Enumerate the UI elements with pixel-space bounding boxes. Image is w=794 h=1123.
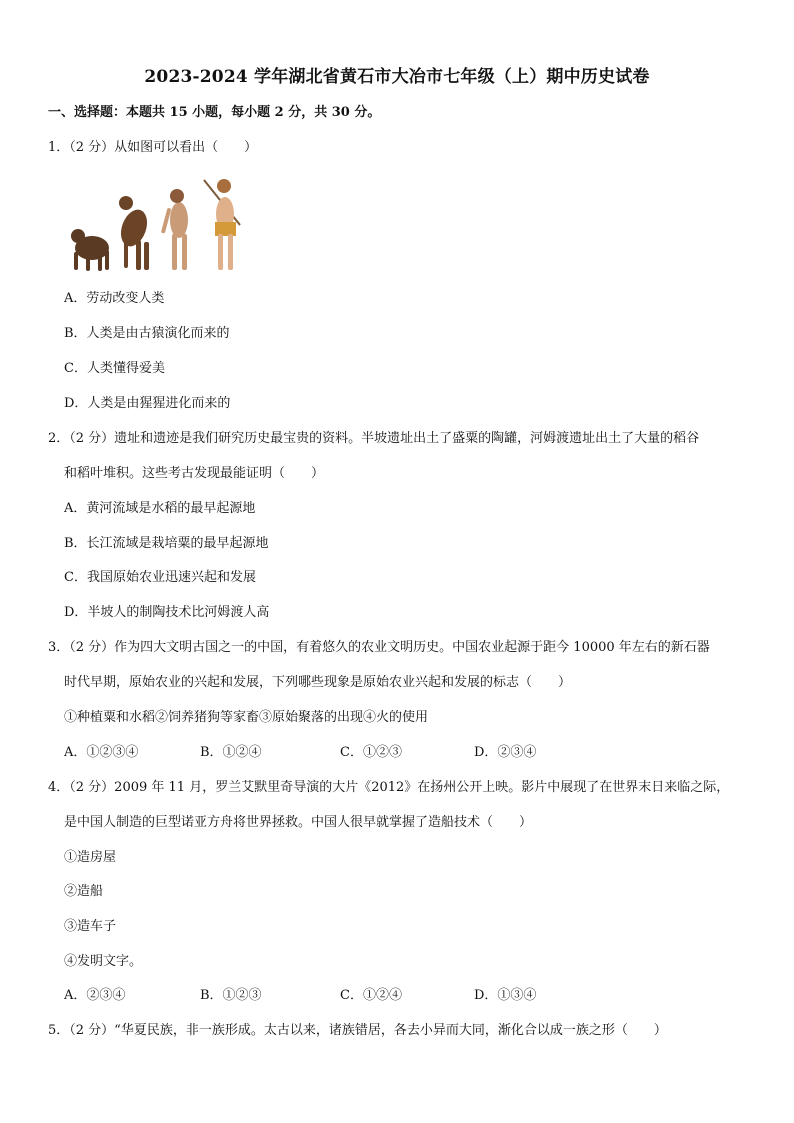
question-2-stem-line-1: 2．（2 分）遗址和遗迹是我们研究历史最宝贵的资料。半坡遗址出土了盛粟的陶罐，河姆渡遗址出土了大量的稻谷	[48, 431, 700, 446]
question-4-item-4: ④发明文字。	[64, 954, 143, 969]
question-4-item-3: ③造车子	[64, 919, 117, 934]
question-3-choice-a[interactable]: A．①②③④	[64, 745, 139, 760]
question-3-items: ①种植粟和水稻②饲养猪狗等家畜③原始聚落的出现④火的使用	[64, 710, 429, 725]
question-1-option-a[interactable]: A．劳动改变人类	[64, 291, 165, 306]
question-1-stem: 1．（2 分）从如图可以看出（ ）	[48, 140, 258, 155]
question-3-choice-b[interactable]: B．①②④	[200, 745, 262, 760]
question-3-choice-d[interactable]: D．②③④	[474, 745, 537, 760]
question-1-option-c[interactable]: C．人类懂得爱美	[64, 361, 165, 376]
question-2-option-a[interactable]: A．黄河流域是水稻的最早起源地	[64, 501, 256, 516]
question-1-option-b[interactable]: B．人类是由古猿演化而来的	[64, 326, 230, 341]
question-2-stem-line-2: 和稻叶堆积。这些考古发现最能证明（ ）	[64, 466, 325, 481]
question-5-stem: 5．（2 分）“华夏民族，非一族形成。太古以来，诸族错居，各去小异而大同，渐化合以成一族之形（ ）	[48, 1023, 667, 1038]
question-2-option-d[interactable]: D．半坡人的制陶技术比河姆渡人高	[64, 605, 270, 620]
question-4-choice-b[interactable]: B．①②③	[200, 988, 262, 1003]
question-4-choice-c[interactable]: C．①②④	[340, 988, 402, 1003]
question-3-choice-c[interactable]: C．①②③	[340, 745, 402, 760]
early-human-figure	[161, 189, 188, 270]
question-3-stem-line-1: 3．（2 分）作为四大文明古国之一的中国，有着悠久的农业文明历史。中国农业起源于距今 10000 年左右的新石器	[48, 640, 710, 655]
question-3-stem-line-2: 时代早期，原始农业的兴起和发展，下列哪些现象是原始农业兴起和发展的标志（ ）	[64, 675, 572, 690]
question-4-stem-line-2: 是中国人制造的巨型诺亚方舟将世界拯救。中国人很早就掌握了造船技术（ ）	[64, 815, 533, 830]
question-4-stem-line-1: 4．（2 分）2009 年 11 月，罗兰艾默里奇导演的大片《2012》在扬州公开上映。影片中展现了在世界末日来临之际，	[48, 780, 730, 795]
section-heading: 一、选择题：本题共 15 小题，每小题 2 分，共 30 分。	[48, 105, 381, 120]
question-4-choice-d[interactable]: D．①③④	[474, 988, 537, 1003]
question-2-option-c[interactable]: C．我国原始农业迅速兴起和发展	[64, 570, 256, 585]
question-2-option-b[interactable]: B．长江流域是栽培粟的最早起源地	[64, 536, 269, 551]
question-4-item-2: ②造船	[64, 884, 104, 899]
evolution-illustration	[64, 170, 254, 275]
ape-figure-1	[71, 229, 109, 271]
question-4-item-1: ①造房屋	[64, 850, 117, 865]
question-1-option-d[interactable]: D．人类是由猩猩进化而来的	[64, 396, 231, 411]
ape-figure-2	[116, 196, 152, 270]
question-4-choice-a[interactable]: A．②③④	[64, 988, 126, 1003]
exam-title: 2023-2024 学年湖北省黄石市大冶市七年级（上）期中历史试卷	[144, 67, 650, 87]
modern-human-figure	[204, 179, 240, 270]
